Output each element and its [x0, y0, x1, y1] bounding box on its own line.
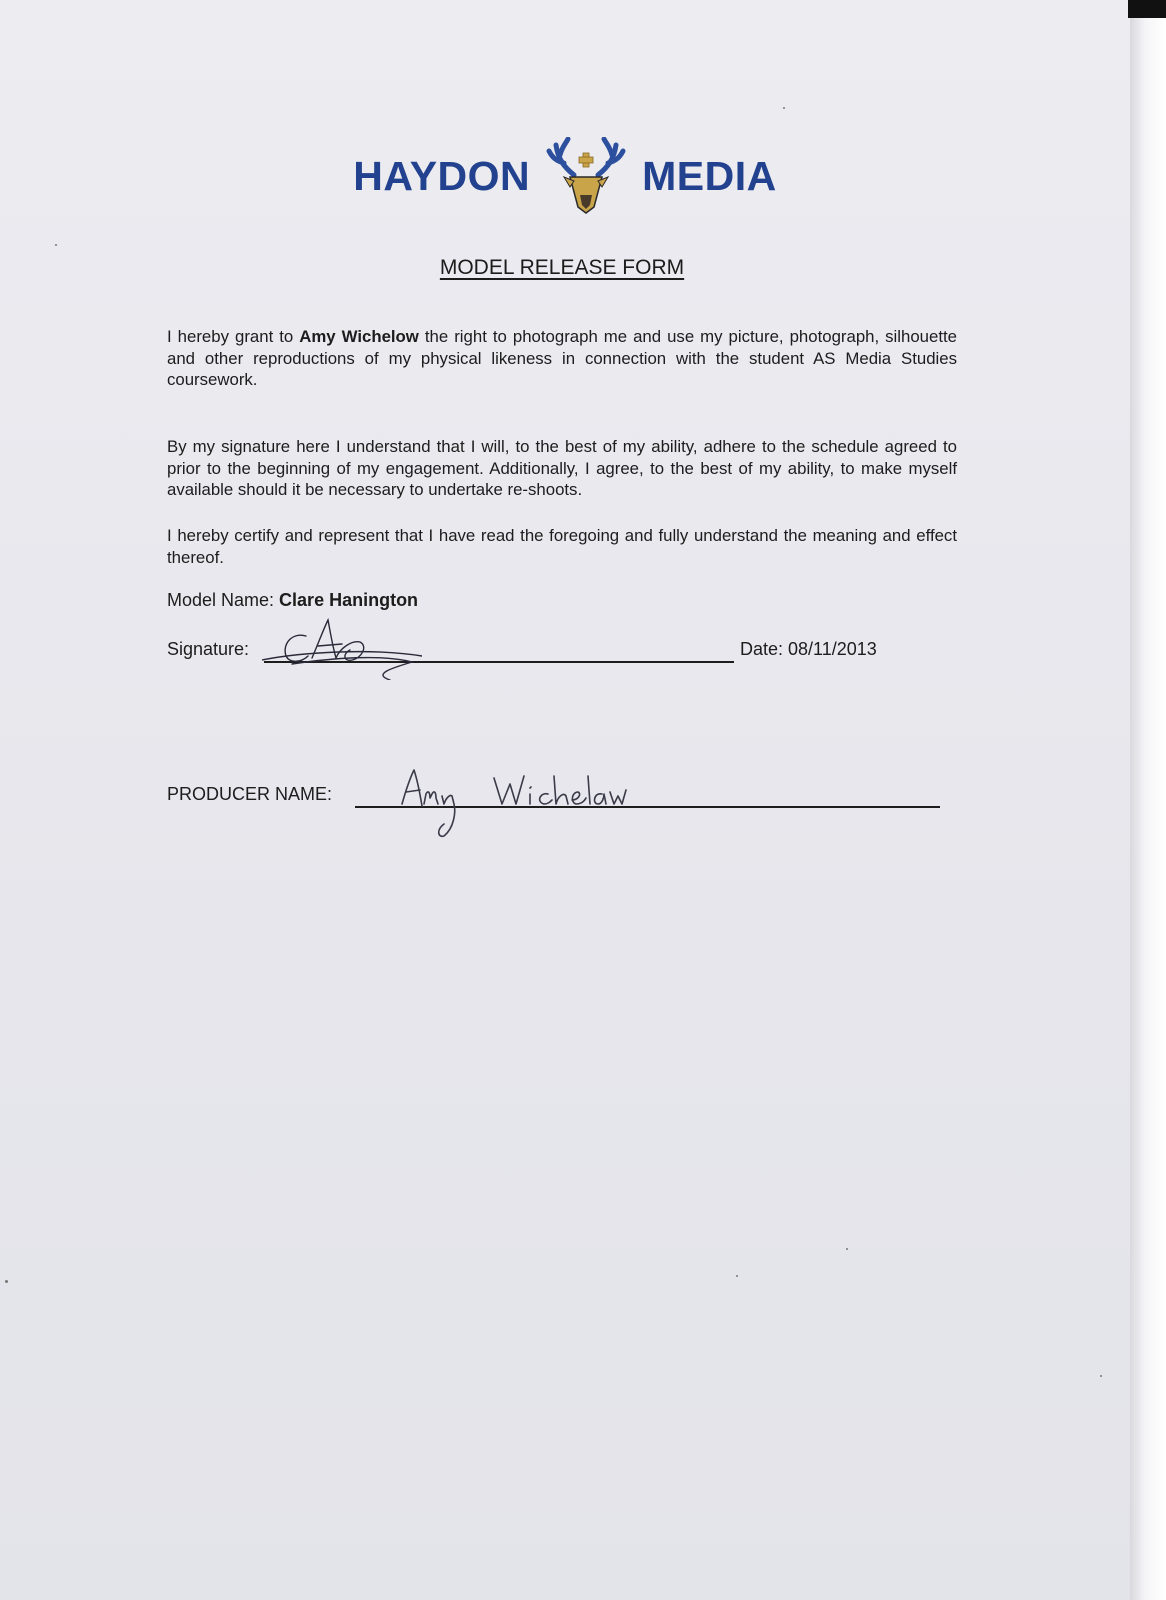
signature-label: Signature:: [167, 639, 250, 659]
schedule-paragraph: By my signature here I understand that I will, to the best of my ability, adhere to the schedule agreed to prior to the beginning of my engagement. Additionally, I agree, to the best of my ability, to make myself available should it be necessary to undertake re-shoots.: [167, 437, 957, 499]
certify-paragraph: I hereby certify and represent that I have read the foregoing and fully understand the meaning and effect thereof.: [167, 526, 957, 567]
stag-head-icon: [544, 137, 628, 215]
brand-left-text: HAYDON: [353, 152, 531, 199]
model-name-label: Model Name:: [167, 590, 280, 610]
scan-speck: [5, 1280, 8, 1283]
scan-corner-mark: [1128, 0, 1166, 18]
signature-scribble: [262, 618, 422, 680]
scan-speck: [1100, 1375, 1102, 1377]
grant-paragraph: [167, 326, 957, 391]
scan-speck: [55, 244, 57, 246]
producer-handwritten-signature: [398, 768, 628, 838]
date-label: Date:: [740, 639, 789, 659]
brand-right-text: MEDIA: [642, 152, 777, 199]
producer-name-bold: Amy Wichelow: [299, 327, 419, 346]
model-name-row: [167, 590, 418, 611]
scan-speck: [736, 1275, 738, 1277]
scan-speck: [846, 1248, 848, 1250]
grant-text-after: the right to photograph me and use my picture, photograph, silhouette and other reproductions of my physical likeness in connection with the student AS Media Studies coursework.: [167, 327, 957, 389]
date-value: 08/11/2013: [788, 639, 877, 659]
grant-text-before: I hereby grant to: [167, 327, 300, 346]
scan-speck: [783, 107, 785, 109]
model-name-value: Clare Hanington: [279, 590, 419, 610]
producer-name-label: PRODUCER NAME:: [167, 784, 333, 804]
haydon-media-logo: [0, 136, 1130, 216]
form-title: MODEL RELEASE FORM: [439, 256, 685, 279]
date-row: [740, 639, 877, 660]
scan-edge: [1130, 0, 1166, 1600]
